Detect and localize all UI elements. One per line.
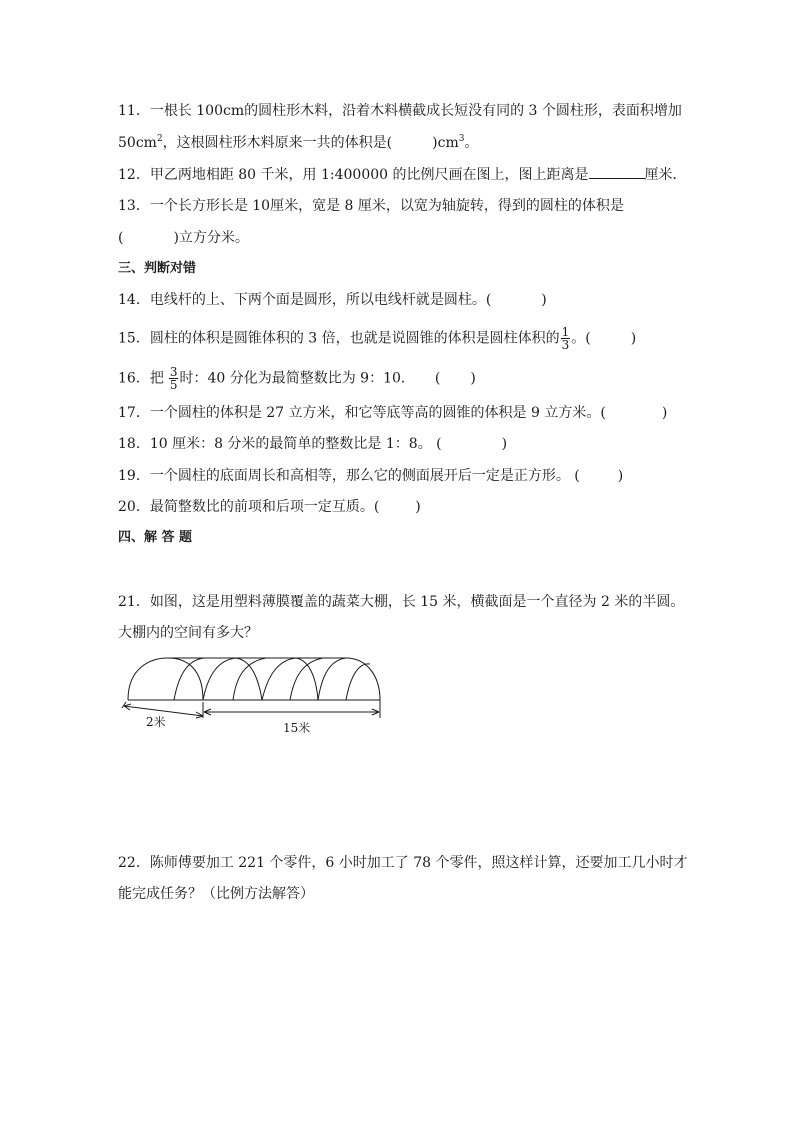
q11-area-exponent: 2 xyxy=(156,134,163,144)
q12-unit: 厘米． xyxy=(644,167,687,183)
question-12 xyxy=(118,164,687,185)
q17-text: 17．一个圆柱的体积是 27 立方米，和它等底等高的圆锥的体积是 9 立方米。( xyxy=(118,405,606,421)
q16-text-a: 16．把 xyxy=(118,370,164,387)
hoop-3 xyxy=(262,658,318,700)
section-4-heading: 四、解 答 题 xyxy=(118,530,193,545)
greenhouse-diagram xyxy=(118,650,398,740)
q12-answer-blank[interactable] xyxy=(589,164,645,179)
question-11-line-2 xyxy=(118,133,478,153)
question-19 xyxy=(118,466,623,486)
q15-open: 。( xyxy=(571,330,591,347)
q14-text: 14．电线杆的上、下两个面是圆形，所以电线杆就是圆柱。( xyxy=(118,292,492,308)
question-13-line-2 xyxy=(118,228,249,248)
hoop-4 xyxy=(318,658,346,700)
q16-fraction xyxy=(169,366,179,391)
question-15 xyxy=(118,326,636,351)
q11-text: ，这根圆柱形木料原来一共的体积是( xyxy=(162,135,393,151)
q18-text: 18．10 厘米：8 分米的最简单的整数比是 1：8。 ( xyxy=(118,436,442,452)
front-semicircle xyxy=(128,658,203,700)
q11-unit-exponent: 3 xyxy=(458,134,465,144)
length-label: 15米 xyxy=(283,721,311,735)
q17-close: ) xyxy=(661,405,668,421)
question-16 xyxy=(118,366,476,391)
q11-unit: )cm xyxy=(432,135,459,151)
hoop-2 xyxy=(203,658,262,700)
section-3-heading: 三、判断对错 xyxy=(118,261,197,276)
q18-close: ) xyxy=(501,436,508,452)
q15-fraction-denominator: 3 xyxy=(561,338,570,352)
question-17 xyxy=(118,403,667,423)
q16-open: ( xyxy=(434,370,441,387)
q20-close: ) xyxy=(415,499,421,515)
q16-fraction-denominator: 5 xyxy=(169,378,178,392)
diameter-label: 2米 xyxy=(146,715,166,729)
question-22-line-1: 22．陈师傅要加工 221 个零件，6 小时加工了 78 个零件，照这样计算，还要加工几小时才 xyxy=(118,855,688,871)
question-14 xyxy=(118,290,547,310)
question-11-line-1: 11．一根长 100cm的圆柱形木料，沿着木料横截成长短没有同的 3 个圆柱形，表面积增加 xyxy=(118,103,682,119)
q19-close: ) xyxy=(617,468,624,484)
q15-close: ) xyxy=(630,330,637,347)
q16-close: ) xyxy=(470,370,476,387)
question-21-line-1: 21．如图，这是用塑料薄膜覆盖的蔬菜大棚，长 15 米，横截面是一个直径为 2 米的半圆。 xyxy=(118,594,685,610)
q16-fraction-numerator: 3 xyxy=(169,365,178,379)
question-21-line-2: 大棚内的空间有多大？ xyxy=(118,625,258,641)
hoop-7 xyxy=(346,664,370,700)
q12-text: 12．甲乙两地相距 80 千米，用 1:400000 的比例尺画在图上，图上距离是 xyxy=(118,167,589,183)
q11-area-value: 50cm xyxy=(118,135,157,151)
q20-text: 20．最简整数比的前项和后项一定互质。( xyxy=(118,499,380,515)
q11-end: 。 xyxy=(464,135,479,151)
q15-text: 15．圆柱的体积是圆锥体积的 3 倍，也就是说圆锥的体积是圆柱体积的 xyxy=(118,330,560,347)
question-22-line-2: 能完成任务？（比例方法解答） xyxy=(118,886,314,902)
q15-fraction xyxy=(561,326,571,351)
question-13-line-1: 13．一个长方形长是 10厘米，宽是 8 厘米，以宽为轴旋转，得到的圆柱的体积是 xyxy=(118,198,624,214)
q13-open-paren: ( xyxy=(118,230,124,246)
q15-fraction-numerator: 1 xyxy=(561,325,570,339)
question-20 xyxy=(118,497,421,517)
q13-unit: )立方分米。 xyxy=(173,230,249,246)
q14-close: ) xyxy=(541,292,547,308)
question-18 xyxy=(118,434,507,454)
q19-text: 19．一个圆柱的底面周长和高相等，那么它的侧面展开后一定是正方形。 ( xyxy=(118,468,580,484)
q16-text-b: 时：40 分化为最简整数比为 9：10． xyxy=(179,370,415,387)
